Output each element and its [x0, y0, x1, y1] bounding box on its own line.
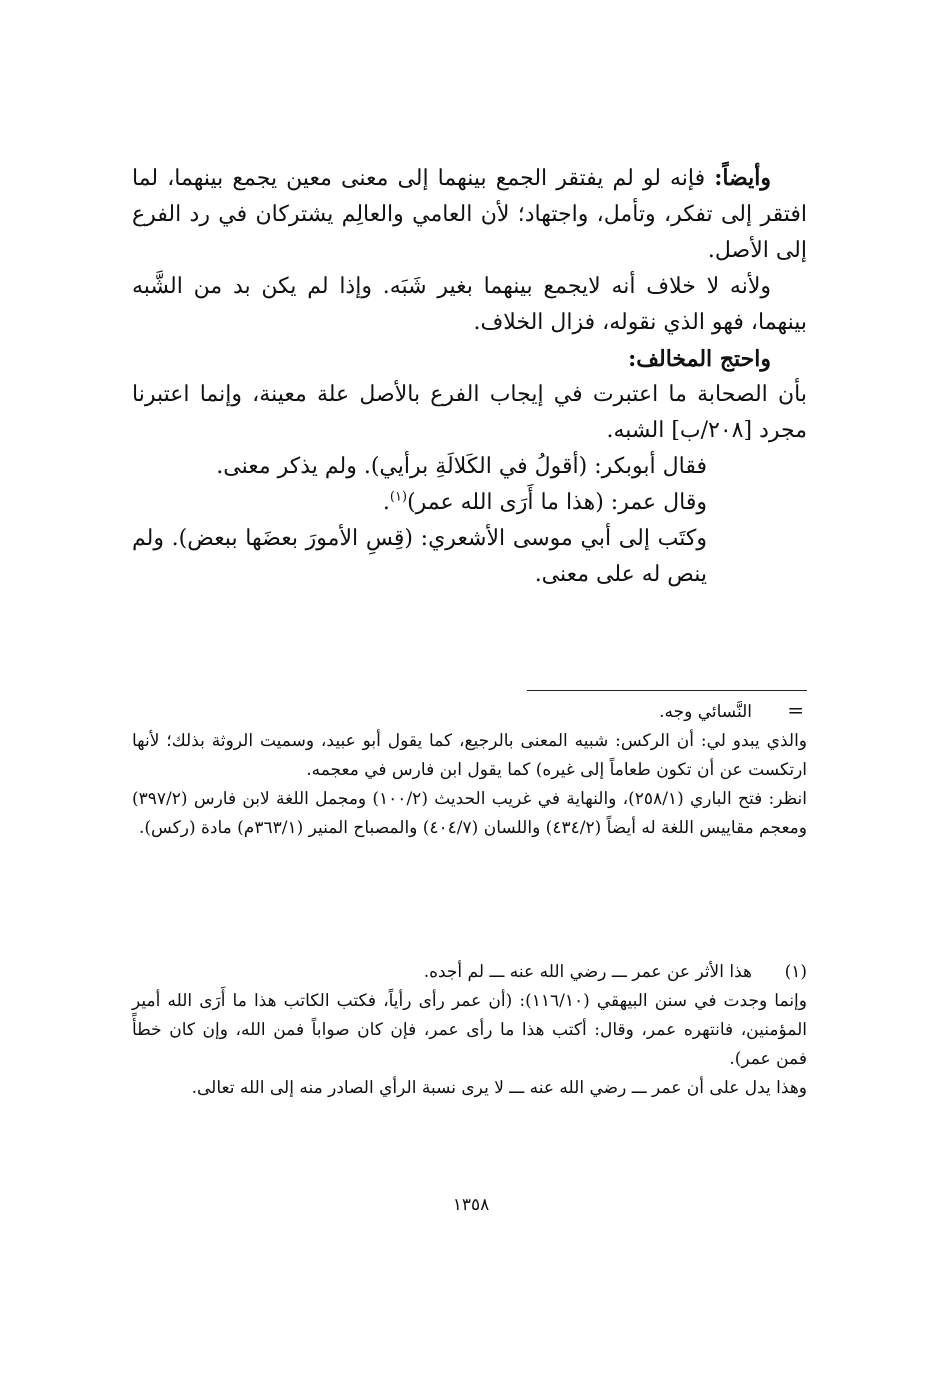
footnote-1 [132, 958, 807, 1103]
paragraph-1-text: فإنه لو لم يفتقر الجمع بينهما إلى معنى معين يجمع بينهما، لما افتقر إلى تفكر، وتأمل، واجتهاد؛ لأن العامي والعالِم يشتركان في رد الفرع إلى الأصل. [132, 166, 807, 263]
paragraph-2: ولأنه لا خلاف أنه لايجمع بينهما بغير شَبَه. وإذا لم يكن بد من الشَّبه بينهما، فهو الذي نقوله، فزال الخلاف. [132, 274, 807, 335]
quote-umar-text: وقال عمر: (هذا ما أَرَى الله عمر) [407, 490, 707, 515]
footnote-paragraph: وإنما وجدت في سنن البيهقي (١١٦/١٠): (أن عمر رأى رأياً، فكتب الكاتب هذا ما أَرَى الله أمير المؤمنين، فانتهره عمر، وقال: أكتب هذا ما رأى عمر، فإن كان صواباً فمن الله، وإن كان خطأً فمن عمر). [132, 991, 807, 1069]
footnote-line: النَّسائي وجه. [659, 702, 752, 722]
section-heading: واحتج المخالف: [628, 346, 771, 372]
main-text [132, 160, 807, 593]
footnote-continued [132, 698, 807, 843]
paragraph-1 [132, 160, 807, 269]
footnote-paragraph: والذي يبدو لي: أن الركس: شبيه المعنى بالرجيع، كما يقول أبو عبيد، وسميت الروثة بذلك؛ لأنها ارتكست عن أن تكون طعاماً إلى غيره) كما يقول ابن فارس في معجمه. [132, 731, 807, 780]
footnote-continuation-mark: = [787, 698, 804, 722]
footnote-number: (١) [784, 962, 807, 982]
quote-abu-bakr: فقال أبوبكر: (أقولُ في الكَلالَةِ برأيي). ولم يذكر معنى. [216, 454, 707, 479]
quote-umar [132, 485, 807, 521]
footnote-ref[interactable]: (١) [389, 489, 408, 505]
quote-umar-end: . [382, 490, 390, 515]
footnote-paragraph: وهذا يدل على أن عمر ـــ رضي الله عنه ـــ لا يرى نسبة الرأي الصادر منه إلى الله تعالى. [191, 1078, 807, 1098]
quote-abu-musa: وكتَب إلى أبي موسى الأشعري: (قِسِ الأمورَ بعضَها ببعض). ولم ينص له على معنى. [132, 526, 707, 587]
footnote-references: انظر: فتح الباري (٢٥٨/١)، والنهاية في غريب الحديث (١٠٠/٢) ومجمل اللغة لابن فارس (٣٩٧/٢) ومعجم مقاييس اللغة له أيضاً (٤٣٤/٢) واللسان (٤٠٤/٧) والمصباح المنير (٣٦٣/١م) مادة (ركس). [132, 789, 808, 838]
page-number: ١٣٥٨ [452, 1195, 490, 1215]
paragraph-1-lead: وأيضاً: [714, 165, 771, 191]
footnote-line: هذا الأثر عن عمر ـــ رضي الله عنه ـــ لم أجده. [423, 962, 752, 982]
footnote-divider [527, 690, 807, 691]
paragraph-3: بأن الصحابة ما اعتبرت في إيجاب الفرع بالأصل علة معينة، وإنما اعتبرنا مجرد [٢٠٨/ب] الشبه. [132, 382, 807, 443]
